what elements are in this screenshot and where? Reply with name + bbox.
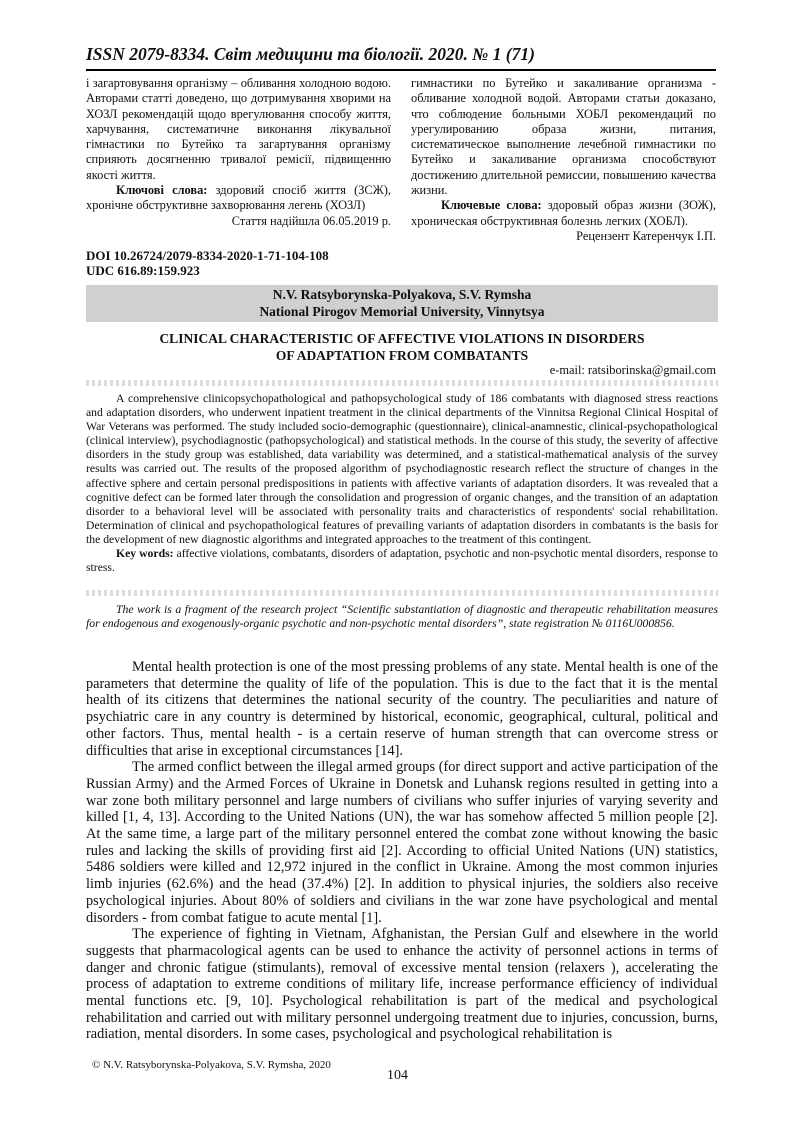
divider-bottom [86, 590, 718, 596]
paragraph-1: Mental health protection is one of the most pressing problems of any state. Mental health is one of the parameters that determine the quality of life of the population. This is due to the fact that it is the mental health of its citizens that determines the national security of the country. The peculiarities and nature of psychiatric care in any country is determined by historical, economic, geographical, cultural, political and other factors. Thus, mental health - is a certain reserve of human strength that can overcome stress or difficulties that arise in exceptional circumstances [14]. [86, 659, 718, 759]
ukrainian-summary-text: і загартовування організму – обливання холодною водою. Авторами статті доведено, що дотримування хворими на ХОЗЛ рекомендацій щодо врегулювання способу життя, харчування, систематичне виконання лікувальної гімнастики по Бутейко та загартування організму сприяють досягненню тривалої ремісії, підвищенню якості життя. [86, 76, 391, 182]
email: e-mail: ratsiborinska@gmail.com [549, 363, 716, 377]
page-number: 104 [387, 1068, 408, 1083]
reviewer: Рецензент Катеренчук І.П. [576, 228, 716, 243]
title-line-1: CLINICAL CHARACTERISTIC OF AFFECTIVE VIOLATIONS IN DISORDERS [159, 331, 645, 346]
ukrainian-summary [86, 76, 391, 244]
abstract [86, 392, 718, 575]
title-line-2: OF ADAPTATION FROM COMBATANTS [275, 348, 529, 363]
udc: UDC 616.89:159.923 [86, 263, 200, 278]
russian-keywords-label: Ключевые слова: [441, 198, 542, 213]
received-date: Стаття надійшла 06.05.2019 р. [231, 213, 391, 228]
affiliation: National Pirogov Memorial University, Vinnytsya [259, 304, 545, 319]
authors: N.V. Ratsyborynska-Polyakova, S.V. Rymsha [272, 287, 532, 302]
divider-top [86, 380, 718, 386]
paragraph-2: The armed conflict between the illegal armed groups (for direct support and active participation of the Russian Army) and the Armed Forces of Ukraine in Donetsk and Luhansk regions resulted in getting into a war zone both military personnel and large numbers of civilians who suffer injuries of varying severity and killed [1, 4, 13]. According to the United Nations (UN), the war has somehow affected 5 million people [2]. At the same time, a large part of the military personnel entered the combat zone without knowing the basic rules and lacking the skills of providing first aid [2]. According to official United Nations (UN) statistics, 5486 soldiers were killed and 12,972 injured in the conflict in Ukraine. Among the most common injuries limb injuries (62.6%) and the head (37.4%) [2]. In addition to physical injuries, the soldiers also receive psychological injuries. About 80% of soldiers and civilians in the war zone have psychological and mental disorders - from combat fatigue to acute mental [1]. [86, 759, 718, 926]
keywords [86, 547, 718, 575]
russian-summary [411, 76, 716, 244]
russian-keywords [411, 198, 716, 229]
doi-block [86, 248, 329, 278]
copyright: © N.V. Ratsyborynska-Polyakova, S.V. Rymsha, 2020 [92, 1059, 331, 1071]
abstract-text: A comprehensive clinicopsychopathological and pathopsychological study of 186 combatants with diagnosed stress reactions and adaptation disorders, who underwent inpatient treatment in the clinical departments of the Vinnitsa Regional Clinical Hospital of War Veterans was performed. The study included socio-demographic (questionnaire), clinical-anamnestic, clinical-psychopathological (clinical interview), psychodiagnostic (pathopsychological) and statistical methods. In the course of this study, the severity of affective disorders in the study group was established, data variability was determined, and a statistical-mathematical analysis of the survey results was carried out. The results of the proposed algorithm of psychodiagnostic research reflect the structure of changes in the affective sphere and certain personal predispositions in patients with affective variants of adaptation disorders. It was revealed that a cognitive defect can be formed later through the consolidation and progression of organic changes, and the transition of an adaptation disorder to a behavioral level will be associated with personality traits and characteristics of respondents' social rehabilitation. Determination of clinical and psychopathological features of prevailing variants of adaptation disorders in combatants is the basis for the development of new diagnostic algorithms and integrated approaches to the treatment of this contingent. [86, 392, 718, 546]
article-title [86, 330, 718, 364]
russian-summary-text: гимнастики по Бутейко и закаливание организма - обливание холодной водой. Авторами статьи доказано, что соблюдение больными ХОБЛ рекомендаций по урегулированию образа жизни, питания, систематическое выполнение лечебной гимнастики по Бутейко и закаливание организма способствуют достижению длительной ремиссии, повышению качества жизни. [411, 76, 716, 198]
previous-article-summaries [86, 76, 716, 244]
keywords-label: Key words: [116, 547, 174, 561]
authors-bar [86, 285, 718, 322]
body-text [86, 659, 718, 1043]
ukrainian-keywords [86, 183, 391, 214]
keywords-text: affective violations, combatants, disorders of adaptation, psychotic and non-psychotic mental disorders, response to stress. [86, 547, 718, 575]
project-note: The work is a fragment of the research project “Scientific substantiation of diagnostic and therapeutic rehabilitation measures for endogenous and exogenously-organic psychotic and non-psychotic mental disorders”, state registration № 0116U000856. [86, 603, 718, 631]
ukrainian-keywords-text: здоровий спосіб життя (ЗСЖ), хронічне обструктивне захворювання легень (ХОЗЛ) [86, 183, 392, 213]
ukrainian-keywords-label: Ключові слова: [116, 183, 208, 198]
doi: DOI 10.26724/2079-8334-2020-1-71-104-108 [86, 248, 329, 263]
russian-keywords-text: здоровый образ жизни (ЗОЖ), хроническая обструктивная болезнь легких (ХОБЛ). [411, 198, 716, 228]
paragraph-3: The experience of fighting in Vietnam, Afghanistan, the Persian Gulf and elsewhere in the world suggests that pharmacological agents can be used to enhance the activity of personnel actions in terms of danger and chronic fatigue (stimulants), removal of excessive mental tension (relaxers ), accelerating the process of adaptation to extreme conditions of military life, increase performance efficiency of individual mental functions etc. [9, 10]. Psychological rehabilitation is part of the medical and psychological rehabilitation and carried out with military personnel undergoing treatment due to injuries, concussion, burns, radiation, mental disorders. In some cases, psychological and psychological rehabilitation is [86, 926, 718, 1043]
journal-header: ISSN 2079-8334. Світ медицини та біології. 2020. № 1 (71) [86, 44, 716, 71]
